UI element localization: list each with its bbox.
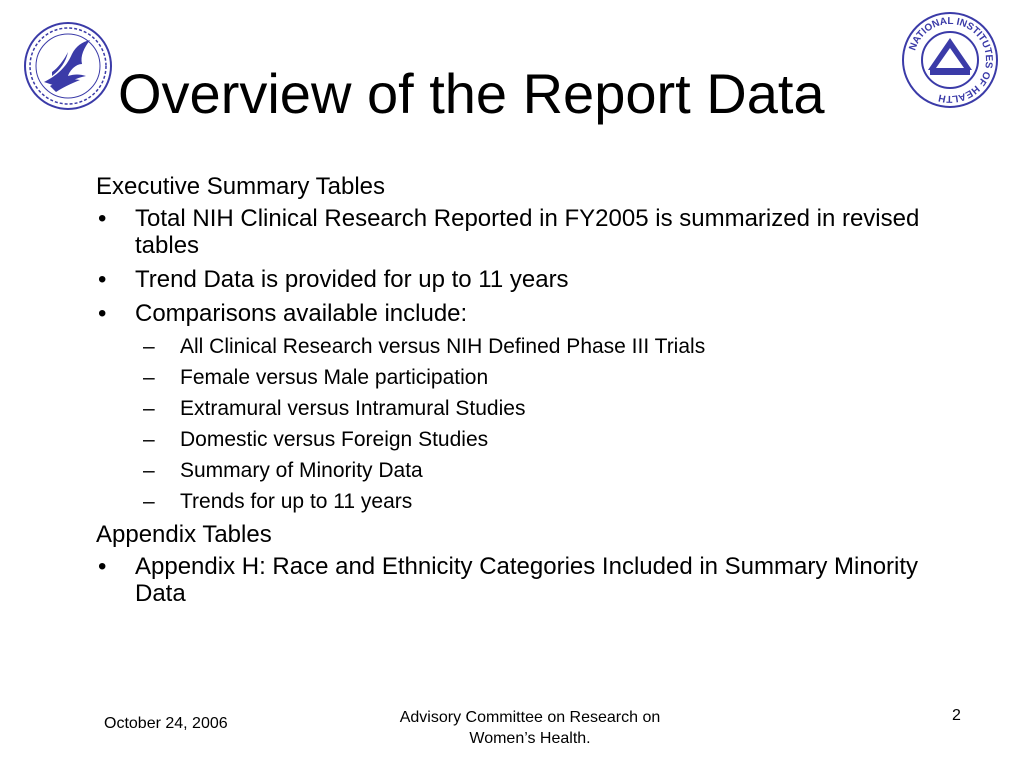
bullet-marker: • [98,205,107,232]
sub-bullet-item [96,458,956,484]
sub-bullet-text: Domestic versus Foreign Studies [180,428,489,451]
slide-title: Overview of the Report Data [118,62,825,125]
nih-emblem-icon [900,10,1000,110]
sub-bullet-item [96,334,956,360]
bullet-marker: • [98,300,107,327]
sub-bullet-item [96,365,956,391]
footer-date: October 24, 2006 [104,715,228,732]
bullet-text: Total NIH Clinical Research Reported in FY2005 is summarized in revised tables [135,205,920,259]
sub-bullet-item [96,427,956,453]
sub-bullet-text: Female versus Male participation [180,366,489,389]
sub-bullet-text: Extramural versus Intramural Studies [180,397,526,420]
bullet-item [96,205,956,259]
bullet-marker: • [98,553,107,580]
sub-bullet-marker: – [143,490,155,513]
hhs-eagle-icon [22,20,114,112]
section-heading-executive-summary: Executive Summary Tables [96,173,386,200]
sub-bullet-text: Trends for up to 11 years [180,490,413,513]
page-number: 2 [952,707,961,724]
bullet-item [96,553,956,607]
sub-bullet-item [96,396,956,422]
sub-bullet-marker: – [143,366,155,389]
bullet-marker: • [98,266,107,293]
sub-bullet-text: Summary of Minority Data [180,459,423,482]
bullet-item [96,300,956,327]
nih-ring-text: NATIONAL INSTITUTES OF HEALTH [907,15,995,105]
sub-bullet-marker: – [143,397,155,420]
bullet-text: Appendix H: Race and Ethnicity Categories Included in Summary Minority Data [135,553,919,607]
section-heading-appendix: Appendix Tables [96,521,272,548]
slide-body [96,172,956,614]
hhs-logo [22,20,114,112]
sub-bullet-item [96,489,956,515]
sub-bullet-marker: – [143,459,155,482]
bullet-text: Trend Data is provided for up to 11 years [135,266,569,293]
sub-bullet-text: All Clinical Research versus NIH Defined Phase III Trials [180,335,706,358]
footer-title [330,707,730,749]
sub-bullet-marker: – [143,428,155,451]
nih-logo [900,10,1000,110]
footer-title-line1: Advisory Committee on Research on [399,709,661,726]
sub-bullet-marker: – [143,335,155,358]
bullet-text: Comparisons available include: [135,300,468,327]
footer-title-line2: Women’s Health. [469,730,591,747]
bullet-item [96,266,956,293]
